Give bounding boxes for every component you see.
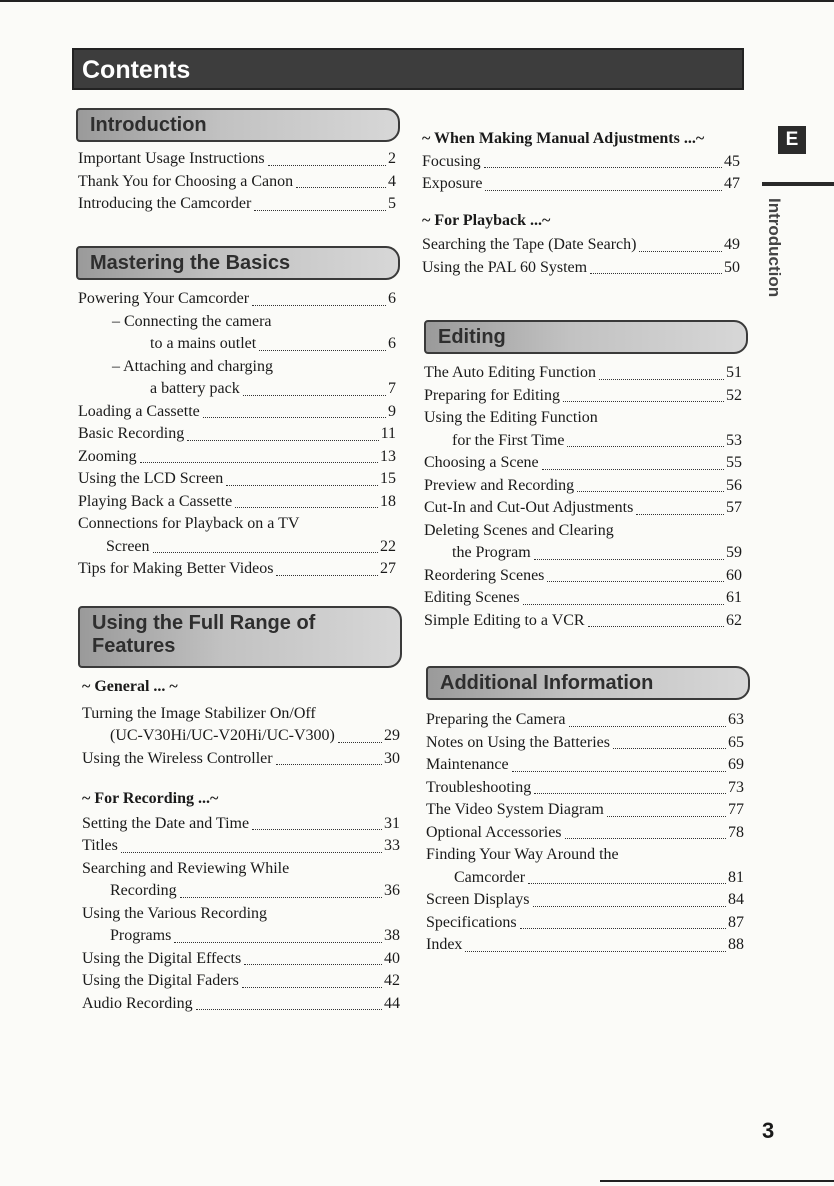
dot-leader (599, 379, 724, 380)
subsection-heading: ~ For Playback ...~ (422, 211, 551, 229)
toc-entry (424, 452, 742, 475)
toc-entry-page: 87 (728, 913, 744, 931)
toc-entry (426, 777, 744, 800)
toc-entry-page: 6 (388, 335, 396, 352)
toc-entry (78, 468, 396, 491)
toc-entry-title: The Video System Diagram (426, 801, 604, 818)
toc-entry-page: 4 (388, 172, 396, 190)
dot-leader (567, 446, 724, 447)
subsection-heading: ~ General ... ~ (82, 678, 178, 695)
toc-entry-page: 22 (380, 537, 396, 555)
section-title: Mastering the Basics (90, 252, 291, 274)
toc-entry-page: 13 (380, 447, 396, 465)
toc-entry-title: Preparing for Editing (424, 386, 560, 404)
toc-entry-page: 27 (380, 560, 396, 577)
toc-entry (78, 193, 396, 216)
toc-entry-title: Powering Your Camcorder (78, 290, 250, 307)
toc-entry-page: 31 (384, 814, 400, 832)
toc-entry (424, 610, 742, 633)
toc-entry-title: Thank You for Choosing a Canon (78, 172, 294, 190)
dot-leader (259, 350, 386, 351)
toc-entry-title: Editing Scenes (424, 589, 520, 606)
toc-entry-page: 49 (724, 236, 740, 253)
dot-leader (528, 883, 726, 884)
dot-leader (639, 251, 722, 252)
toc-entry-page: 42 (384, 972, 400, 989)
language-tab: E (778, 126, 806, 154)
toc-entry-title: Troubleshooting (426, 778, 532, 796)
toc-entry-title: Notes on Using the Batteries (426, 733, 610, 751)
toc-basics (78, 288, 396, 581)
toc-entry-title: (UC-V30Hi/UC-V20Hi/UC-V300) (110, 727, 335, 744)
dot-leader (276, 575, 378, 576)
toc-introduction (78, 148, 396, 216)
toc-entry (424, 497, 742, 520)
toc-entry (422, 234, 740, 257)
toc-entry-page: 63 (728, 711, 744, 728)
toc-entry-page: 29 (384, 727, 400, 744)
toc-entry-page: 84 (728, 891, 744, 908)
toc-entry-page: 78 (728, 823, 744, 841)
toc-entry-title: Maintenance (426, 756, 509, 773)
dot-leader (254, 210, 386, 211)
toc-entry (82, 748, 400, 771)
toc-manual-playback (422, 128, 740, 279)
toc-editing (424, 362, 742, 632)
toc-entry (78, 378, 396, 401)
dot-leader (242, 987, 382, 988)
toc-entry-page: 5 (388, 195, 396, 212)
dot-leader (534, 559, 724, 560)
toc-entry-title: Using the PAL 60 System (422, 258, 588, 276)
toc-entry (426, 912, 744, 935)
section-header-additional (426, 666, 750, 700)
dot-leader (268, 165, 386, 166)
toc-entry-page: 45 (724, 152, 740, 170)
toc-entry (424, 385, 742, 408)
dot-leader (590, 273, 722, 274)
section-header-full-range (78, 606, 402, 668)
toc-entry-title: Cut-In and Cut-Out Adjustments (424, 499, 634, 516)
toc-entry-title: Setting the Date and Time (82, 814, 250, 832)
contents-title-bar (72, 48, 744, 90)
dot-leader (235, 507, 378, 508)
toc-entry-title: The Auto Editing Function (424, 364, 596, 381)
toc-entry-title: Using the Digital Effects (82, 949, 242, 967)
toc-entry (422, 257, 740, 280)
section-header-introduction (76, 108, 400, 142)
subsection-heading: ~ For Recording ...~ (82, 790, 219, 807)
toc-entry-title: Simple Editing to a VCR (424, 611, 585, 629)
dot-leader (338, 742, 382, 743)
toc-entry-title: Focusing (422, 152, 481, 170)
section-header-editing (424, 320, 748, 354)
dot-leader (565, 838, 726, 839)
toc-entry-title: Titles (82, 837, 118, 854)
toc-entry-title: Reordering Scenes (424, 566, 545, 584)
toc-entry (426, 754, 744, 777)
toc-entry-page: 11 (380, 425, 396, 442)
toc-entry-page: 36 (384, 882, 400, 899)
toc-entry-title: Choosing a Scene (424, 454, 539, 471)
side-rule (762, 182, 834, 186)
dot-leader (533, 906, 726, 907)
toc-entry (78, 148, 396, 171)
toc-entry-line: Finding Your Way Around the (426, 846, 619, 863)
toc-entry-line: – Connecting the camera (112, 312, 272, 330)
top-rule (0, 0, 834, 2)
toc-entry-title: Index (426, 936, 463, 953)
toc-entry-title: Programs (110, 927, 172, 944)
page-number: 3 (762, 1118, 775, 1143)
toc-entry-title: Screen (106, 537, 150, 555)
toc-entry-page: 57 (726, 499, 742, 516)
dot-leader (121, 852, 382, 853)
dot-leader (187, 440, 378, 441)
toc-entry-title: for the First Time (452, 431, 565, 449)
toc-entry (82, 993, 400, 1016)
toc-entry-page: 53 (726, 431, 742, 449)
toc-entry (422, 173, 740, 196)
toc-entry (424, 362, 742, 385)
toc-full-range (82, 676, 400, 1015)
dot-leader (180, 897, 382, 898)
toc-entry-title: Searching the Tape (Date Search) (422, 236, 637, 253)
dot-leader (465, 951, 726, 952)
toc-entry (82, 835, 400, 858)
toc-entry (78, 401, 396, 424)
toc-entry-title: Specifications (426, 913, 517, 931)
toc-entry-title: Using the Wireless Controller (82, 749, 273, 767)
toc-entry (426, 732, 744, 755)
spacer (82, 770, 400, 788)
toc-entry (424, 430, 742, 453)
toc-entry-page: 40 (384, 949, 400, 967)
side-section-label: Introduction (765, 198, 784, 298)
toc-entry (82, 970, 400, 993)
toc-entry-page: 38 (384, 927, 400, 944)
page-title: Contents (82, 56, 191, 84)
toc-entry (82, 813, 400, 836)
toc-entry (426, 889, 744, 912)
toc-entry-title: Screen Displays (426, 891, 530, 908)
toc-entry (78, 536, 396, 559)
toc-entry (78, 423, 396, 446)
toc-entry-page: 56 (726, 476, 742, 494)
toc-entry-line: Deleting Scenes and Clearing (424, 521, 614, 539)
dot-leader (174, 942, 382, 943)
toc-entry-page: 73 (728, 778, 744, 796)
bottom-rule (600, 1180, 834, 1182)
toc-entry-page: 88 (728, 936, 744, 953)
dot-leader (547, 581, 724, 582)
toc-entry-title: Recording (110, 882, 177, 899)
toc-entry (426, 867, 744, 890)
toc-entry-title: Zooming (78, 447, 137, 465)
section-title: Introduction (90, 114, 207, 136)
toc-entry-title: Tips for Making Better Videos (78, 560, 274, 577)
dot-leader (569, 726, 727, 727)
dot-leader (607, 816, 726, 817)
dot-leader (512, 771, 726, 772)
toc-entry-page: 81 (728, 868, 744, 886)
toc-entry-page: 50 (724, 258, 740, 276)
toc-entry-page: 44 (384, 994, 400, 1012)
toc-entry-page: 2 (388, 150, 396, 167)
toc-entry (426, 799, 744, 822)
toc-entry-line: Searching and Reviewing While (82, 859, 290, 877)
toc-entry-title: Using the Digital Faders (82, 972, 239, 989)
toc-entry (82, 948, 400, 971)
toc-entry (78, 333, 396, 356)
toc-entry-page: 18 (380, 492, 396, 510)
toc-entry-page: 65 (728, 733, 744, 751)
toc-entry-line: – Attaching and charging (112, 357, 273, 375)
dot-leader (243, 395, 386, 396)
toc-entry-page: 15 (380, 470, 396, 487)
toc-entry (78, 171, 396, 194)
dot-leader (196, 1009, 382, 1010)
toc-entry-title: to a mains outlet (150, 335, 257, 352)
toc-entry-title: Camcorder (454, 868, 526, 886)
dot-leader (203, 417, 386, 418)
dot-leader (534, 793, 726, 794)
dot-leader (484, 167, 722, 168)
toc-entry-page: 69 (728, 756, 744, 773)
toc-entry-line: Turning the Image Stabilizer On/Off (82, 704, 316, 722)
section-header-basics (76, 246, 400, 280)
dot-leader (226, 485, 378, 486)
toc-entry-title: Introducing the Camcorder (78, 195, 252, 212)
section-title: Using the Full Range of Features (92, 612, 316, 657)
dot-leader (563, 401, 724, 402)
dot-leader (252, 305, 386, 306)
subsection-heading: ~ When Making Manual Adjustments ...~ (422, 130, 705, 147)
toc-entry-page: 9 (388, 402, 396, 420)
toc-entry-title: Optional Accessories (426, 823, 562, 841)
toc-entry-page: 47 (724, 175, 740, 192)
toc-entry-title: Using the LCD Screen (78, 470, 224, 487)
dot-leader (588, 626, 724, 627)
toc-entry (82, 725, 400, 748)
toc-entry (424, 565, 742, 588)
dot-leader (485, 190, 722, 191)
section-title: Additional Information (440, 672, 654, 694)
toc-entry-page: 6 (388, 290, 396, 307)
dot-leader (244, 964, 382, 965)
toc-entry (78, 288, 396, 311)
dot-leader (252, 829, 382, 830)
dot-leader (296, 187, 386, 188)
toc-additional (426, 709, 744, 957)
toc-entry-line: Using the Various Recording (82, 904, 268, 922)
section-title: Editing (438, 326, 506, 348)
toc-entry-line: Connections for Playback on a TV (78, 515, 300, 532)
toc-entry-page: 55 (726, 454, 742, 471)
toc-entry-title: Loading a Cassette (78, 402, 200, 420)
toc-entry (424, 475, 742, 498)
toc-entry-page: 60 (726, 566, 742, 584)
toc-entry (426, 822, 744, 845)
toc-entry-page: 51 (726, 364, 742, 381)
toc-entry-page: 77 (728, 801, 744, 818)
dot-leader (153, 552, 378, 553)
toc-entry (424, 542, 742, 565)
toc-entry-title: Preview and Recording (424, 476, 575, 494)
toc-entry-title: Audio Recording (82, 994, 193, 1012)
dot-leader (542, 469, 724, 470)
dot-leader (577, 491, 724, 492)
toc-entry (82, 880, 400, 903)
toc-entry-title: Exposure (422, 175, 483, 192)
toc-entry (82, 925, 400, 948)
toc-entry-page: 62 (726, 611, 742, 629)
toc-entry (426, 709, 744, 732)
toc-entry-title: Preparing the Camera (426, 711, 566, 728)
toc-entry-line: Using the Editing Function (424, 409, 598, 426)
toc-entry-page: 30 (384, 749, 400, 767)
toc-entry (78, 491, 396, 514)
dot-leader (613, 748, 726, 749)
dot-leader (276, 764, 382, 765)
toc-entry (78, 558, 396, 581)
toc-entry-title: Important Usage Instructions (78, 150, 265, 167)
dot-leader (520, 928, 726, 929)
toc-entry-title: a battery pack (150, 380, 240, 397)
toc-entry-page: 7 (388, 380, 396, 397)
toc-entry-page: 52 (726, 386, 742, 404)
toc-entry-page: 61 (726, 589, 742, 606)
toc-entry (424, 587, 742, 610)
toc-entry-title: Playing Back a Cassette (78, 492, 233, 510)
dot-leader (523, 604, 724, 605)
toc-entry-page: 59 (726, 544, 742, 561)
dot-leader (636, 514, 724, 515)
spacer (422, 196, 740, 210)
toc-entry-title: the Program (452, 544, 531, 561)
toc-entry (78, 446, 396, 469)
toc-entry (426, 934, 744, 957)
dot-leader (140, 462, 378, 463)
toc-entry-title: Basic Recording (78, 425, 185, 442)
toc-entry-page: 33 (384, 837, 400, 854)
toc-entry (422, 151, 740, 174)
